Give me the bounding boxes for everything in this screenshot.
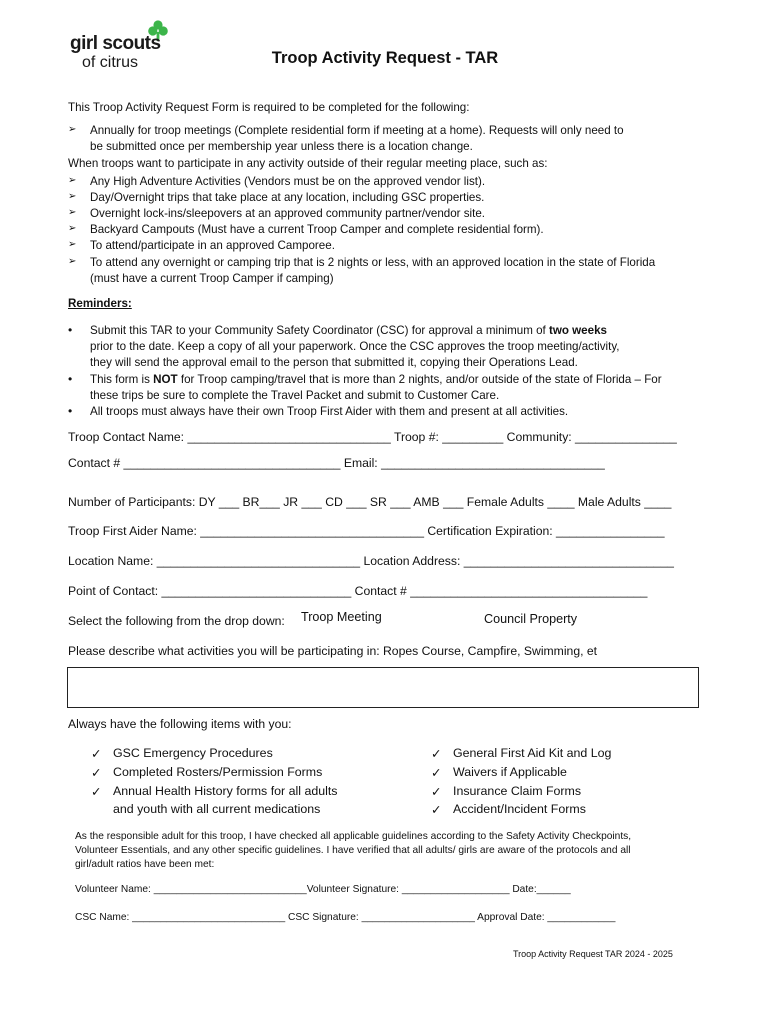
reminder-2-line1: This form is NOT for Troop camping/travel that is more than 2 nights, and/or outside of the state of Florida – For xyxy=(90,373,662,386)
reminder-1-line2: prior to the date. Keep a copy of all your paperwork. Once the CSC approves the troop meeting/activity, xyxy=(90,340,620,353)
activity-type-dropdown[interactable]: Troop Meeting xyxy=(301,610,382,624)
bullet-icon: • xyxy=(68,372,73,386)
reminder-2-line2: these trips be sure to complete the Travel Packet and submit to Customer Care. xyxy=(90,389,500,402)
checklist-item: GSC Emergency Procedures xyxy=(113,746,273,760)
troop-contact-row[interactable]: Troop Contact Name: ______________________________ Troop #: _________ Community: _______________ xyxy=(68,430,677,444)
checklist-item: Completed Rosters/Permission Forms xyxy=(113,765,323,779)
checklist-item: Waivers if Applicable xyxy=(453,765,567,779)
activities-description-input[interactable] xyxy=(67,667,699,708)
first-aider-row[interactable]: Troop First Aider Name: _________________________________ Certification Expiration: ________________ xyxy=(68,524,665,538)
contact-email-row[interactable]: Contact # ________________________________ Email: _________________________________ xyxy=(68,456,605,470)
checklist-item: Accident/Incident Forms xyxy=(453,802,586,816)
checklist-item: General First Aid Kit and Log xyxy=(453,746,612,760)
checklist-item: Insurance Claim Forms xyxy=(453,784,582,798)
attestation-line3: girl/adult ratios have been met: xyxy=(75,859,215,870)
activity-item-line2: (must have a current Troop Camper if camping) xyxy=(90,272,334,285)
arrow-bullet-icon: ➢ xyxy=(68,239,77,250)
reminder-1-line1: Submit this TAR to your Community Safety Coordinator (CSC) for approval a minimum of two weeks xyxy=(90,324,607,337)
intro-text: This Troop Activity Request Form is required to be completed for the following: xyxy=(68,101,470,114)
activity-item: To attend/participate in an approved Camporee. xyxy=(90,239,335,252)
logo-text-line2: of citrus xyxy=(82,54,139,71)
checklist-item-continued: and youth with all current medications xyxy=(113,802,321,816)
arrow-bullet-icon: ➢ xyxy=(68,124,77,135)
checklist-item: Annual Health History forms for all adults xyxy=(113,784,338,798)
activity-item: To attend any overnight or camping trip that is 2 nights or less, with an approved location in the state of Florida xyxy=(90,256,656,269)
volunteer-signature-row[interactable]: Volunteer Name: ___________________________Volunteer Signature: ___________________ Date:______ xyxy=(75,884,571,895)
activity-item: Any High Adventure Activities (Vendors must be on the approved vendor list). xyxy=(90,175,486,188)
participants-row[interactable]: Number of Participants: DY ___ BR___ JR ___ CD ___ SR ___ AMB ___ Female Adults ____ Male Adults ____ xyxy=(68,495,672,509)
annual-item-line1: Annually for troop meetings (Complete residential form if meeting at a home). Requests will only need to xyxy=(90,124,624,137)
checkmark-icon: ✓ xyxy=(91,747,102,761)
csc-signature-row[interactable]: CSC Name: ___________________________ CSC Signature: ____________________ Approval Date: ____________ xyxy=(75,912,616,923)
point-of-contact-row[interactable]: Point of Contact: ____________________________ Contact # ___________________________________ xyxy=(68,584,648,598)
bullet-icon: • xyxy=(68,404,73,418)
property-type-dropdown[interactable]: Council Property xyxy=(484,612,578,626)
dropdown-label: Select the following from the drop down: xyxy=(68,614,285,628)
always-have-heading: Always have the following items with you: xyxy=(68,717,292,731)
checkmark-icon: ✓ xyxy=(431,766,442,780)
annual-item-line2: be submitted once per membership year unless there is a location change. xyxy=(90,140,473,153)
footer-text: Troop Activity Request TAR 2024 - 2025 xyxy=(513,949,673,959)
outside-intro-text: When troops want to participate in any activity outside of their regular meeting place, such as: xyxy=(68,157,548,170)
reminders-heading: Reminders: xyxy=(68,297,132,310)
checkmark-icon: ✓ xyxy=(431,747,442,761)
activity-item: Backyard Campouts (Must have a current Troop Camper and complete residential form). xyxy=(90,223,544,236)
bullet-icon: • xyxy=(68,323,73,337)
arrow-bullet-icon: ➢ xyxy=(68,256,77,267)
checkmark-icon: ✓ xyxy=(431,785,442,799)
logo-text-line1: girl scouts xyxy=(70,33,161,54)
checkmark-icon: ✓ xyxy=(91,785,102,799)
activity-item: Day/Overnight trips that take place at any location, including GSC properties. xyxy=(90,191,485,204)
activity-item: Overnight lock-ins/sleepovers at an approved community partner/vendor site. xyxy=(90,207,486,220)
arrow-bullet-icon: ➢ xyxy=(68,223,77,234)
checkmark-icon: ✓ xyxy=(431,803,442,817)
activities-description-label: Please describe what activities you will be participating in: Ropes Course, Campfire, Swimming, et xyxy=(68,644,598,658)
page-title: Troop Activity Request - TAR xyxy=(271,49,499,67)
location-row[interactable]: Location Name: ______________________________ Location Address: _______________________________ xyxy=(68,554,674,568)
arrow-bullet-icon: ➢ xyxy=(68,207,77,218)
arrow-bullet-icon: ➢ xyxy=(68,191,77,202)
reminder-1-line3: they will send the approval email to the person that submitted it, copying their Operations Lead. xyxy=(90,356,578,369)
checkmark-icon: ✓ xyxy=(91,766,102,780)
attestation-line1: As the responsible adult for this troop, I have checked all applicable guidelines according to the Safety Activity Checkpoints, xyxy=(75,831,632,842)
attestation-line2: Volunteer Essentials, and any other specific guidelines. I have verified that all adults/ girls are aware of the protocols and all xyxy=(75,845,631,856)
reminder-3: All troops must always have their own Troop First Aider with them and present at all activities. xyxy=(90,405,569,418)
arrow-bullet-icon: ➢ xyxy=(68,175,77,186)
